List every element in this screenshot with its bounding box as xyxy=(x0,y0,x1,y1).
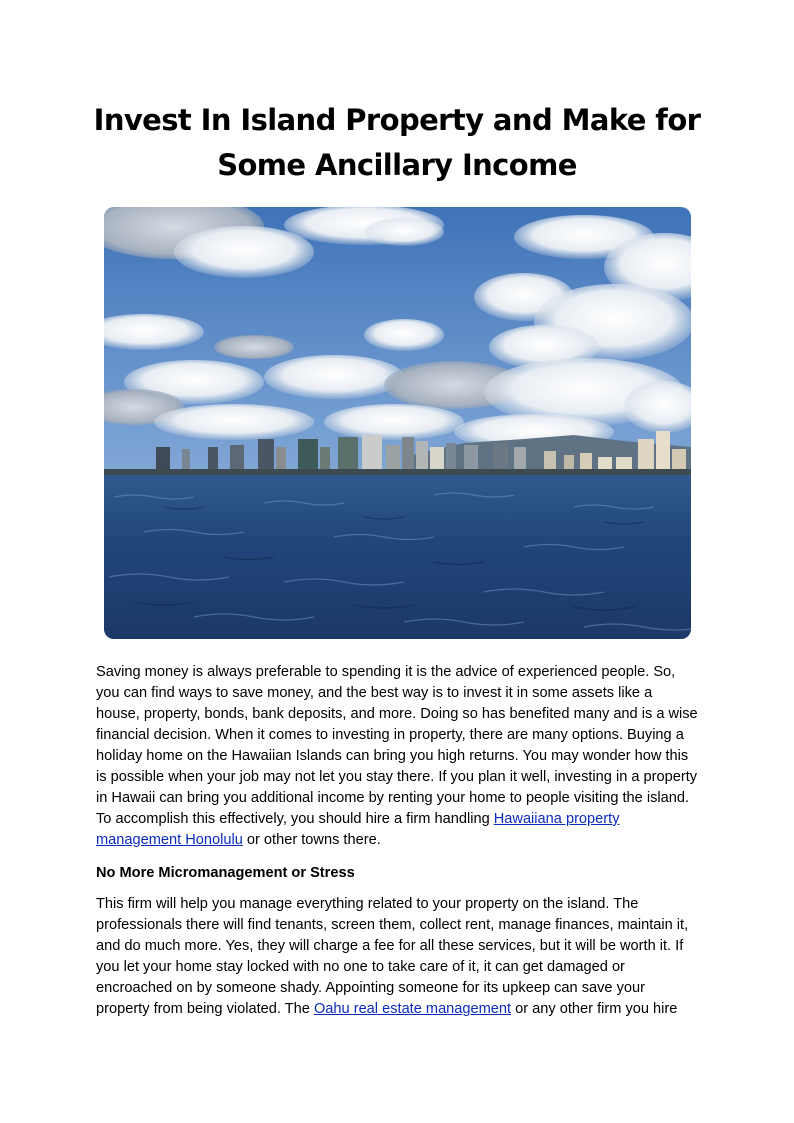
honolulu-skyline-photo-icon xyxy=(104,207,691,639)
intro-paragraph xyxy=(96,662,700,851)
section-paragraph xyxy=(96,894,700,1020)
skyline-photo xyxy=(104,207,691,639)
section-heading: No More Micromanagement or Stress xyxy=(96,865,355,881)
page-title: Invest In Island Property and Make for Some Ancillary Income xyxy=(93,103,701,182)
intro-paragraph-tail: or other towns there. xyxy=(242,832,381,848)
section-paragraph-text: This firm will help you manage everything related to your property on the island. The professionals there will find tenants, screen them, collect rent, manage finances, maintain it, and do much more. Yes, they will charge a fee for all these services, but it will be worth it. If you let your home stay locked with no one to take care of it, it can get damaged or encroached on by someone shady. Appointing someone for its upkeep can save your property from being violated. The xyxy=(96,896,689,1017)
intro-paragraph-text: Saving money is always preferable to spending it is the advice of experienced people. So, you can find ways to save money, and the best way is to invest it in some assets like a house, property, bonds, bank deposits, and more. Doing so has benefited many and is a wise financial decision. When it comes to investing in property, there are many options. Buying a holiday home on the Hawaiian Islands can bring you high returns. You may wonder how this is possible when your job may not let you stay there. If you plan it well, investing in a property in Hawaii can bring you additional income by renting your home to people visiting the island. To accomplish this effectively, you should hire a firm handling xyxy=(96,664,698,827)
hawaiiana-link[interactable]: Hawaiiana property management Honolulu xyxy=(96,811,620,848)
oahu-link[interactable]: Oahu real estate management xyxy=(313,1001,512,1017)
section-paragraph-tail: or any other firm you hire xyxy=(511,1001,678,1017)
